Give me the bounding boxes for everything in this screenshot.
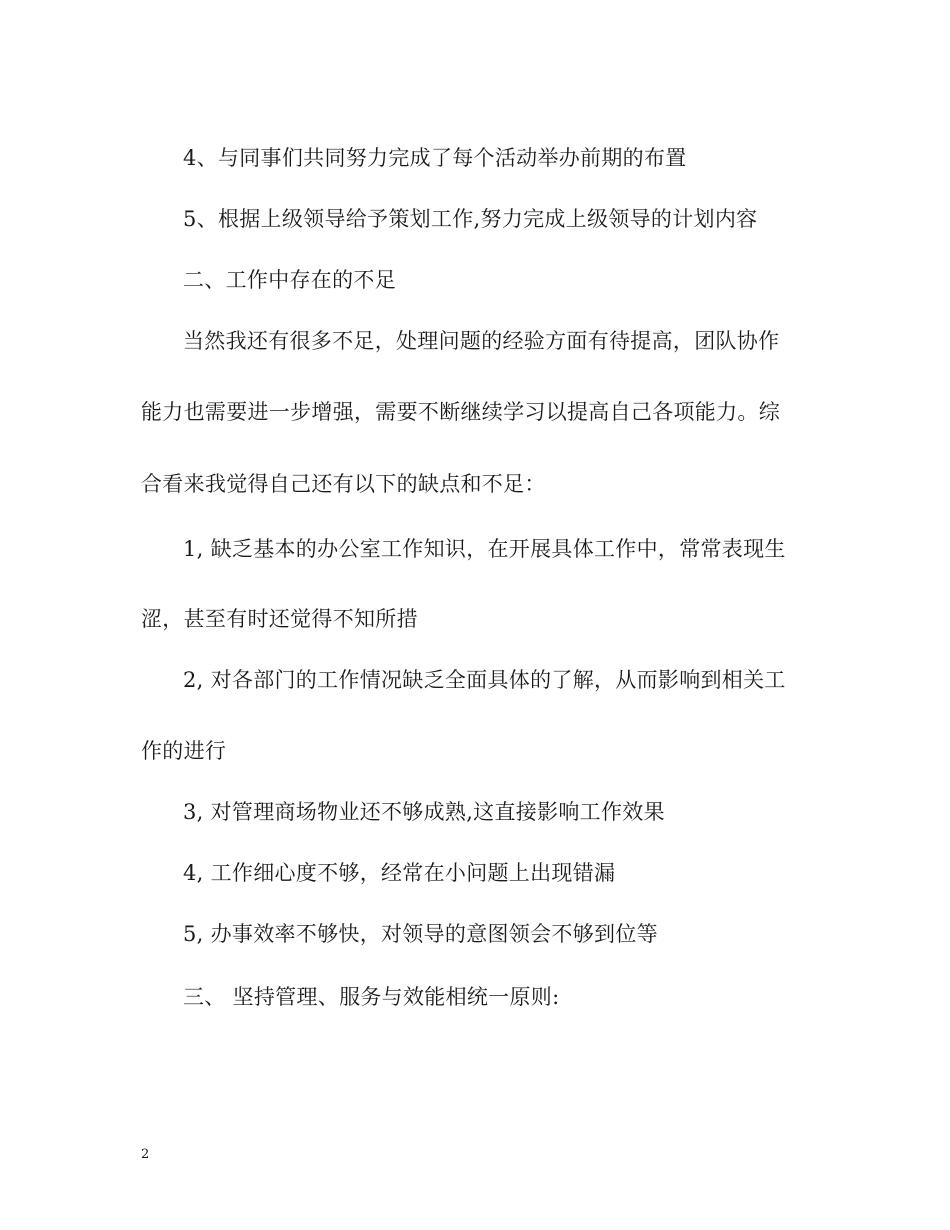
shortcoming-1-line-2: 涩，甚至有时还觉得不知所措 (141, 607, 418, 631)
shortcoming-2-line-1: 2, 对各部门的工作情况缺乏全面具体的了解，从而影响到相关工 (183, 668, 786, 692)
shortcoming-2-line-2: 作的进行 (141, 739, 227, 763)
list-item-5-planning: 5、根据上级领导给予策划工作,努力完成上级领导的计划内容 (183, 207, 758, 231)
paragraph-line-2: 能力也需要进一步增强，需要不断继续学习以提高自己各项能力。综 (141, 400, 780, 424)
paragraph-line-1: 当然我还有很多不足，处理问题的经验方面有待提高，团队协作 (183, 329, 780, 353)
shortcoming-5: 5, 办事效率不够快，对领导的意图领会不够到位等 (183, 922, 658, 946)
section-heading-principle: 三、 坚持管理、服务与效能相统一原则: (183, 985, 560, 1009)
shortcoming-3: 3, 对管理商场物业还不够成熟,这直接影响工作效果 (183, 800, 665, 824)
shortcoming-1-line-1: 1, 缺乏基本的办公室工作知识，在开展具体工作中，常常表现生 (183, 537, 786, 561)
list-item-4-collaboration: 4、与同事们共同努力完成了每个活动举办前期的布置 (183, 146, 687, 170)
section-heading-shortcomings: 二、工作中存在的不足 (183, 268, 396, 292)
shortcoming-4: 4, 工作细心度不够，经常在小问题上出现错漏 (183, 861, 616, 885)
paragraph-line-3: 合看来我觉得自己还有以下的缺点和不足： (141, 472, 546, 496)
page-number: 2 (141, 1147, 150, 1162)
